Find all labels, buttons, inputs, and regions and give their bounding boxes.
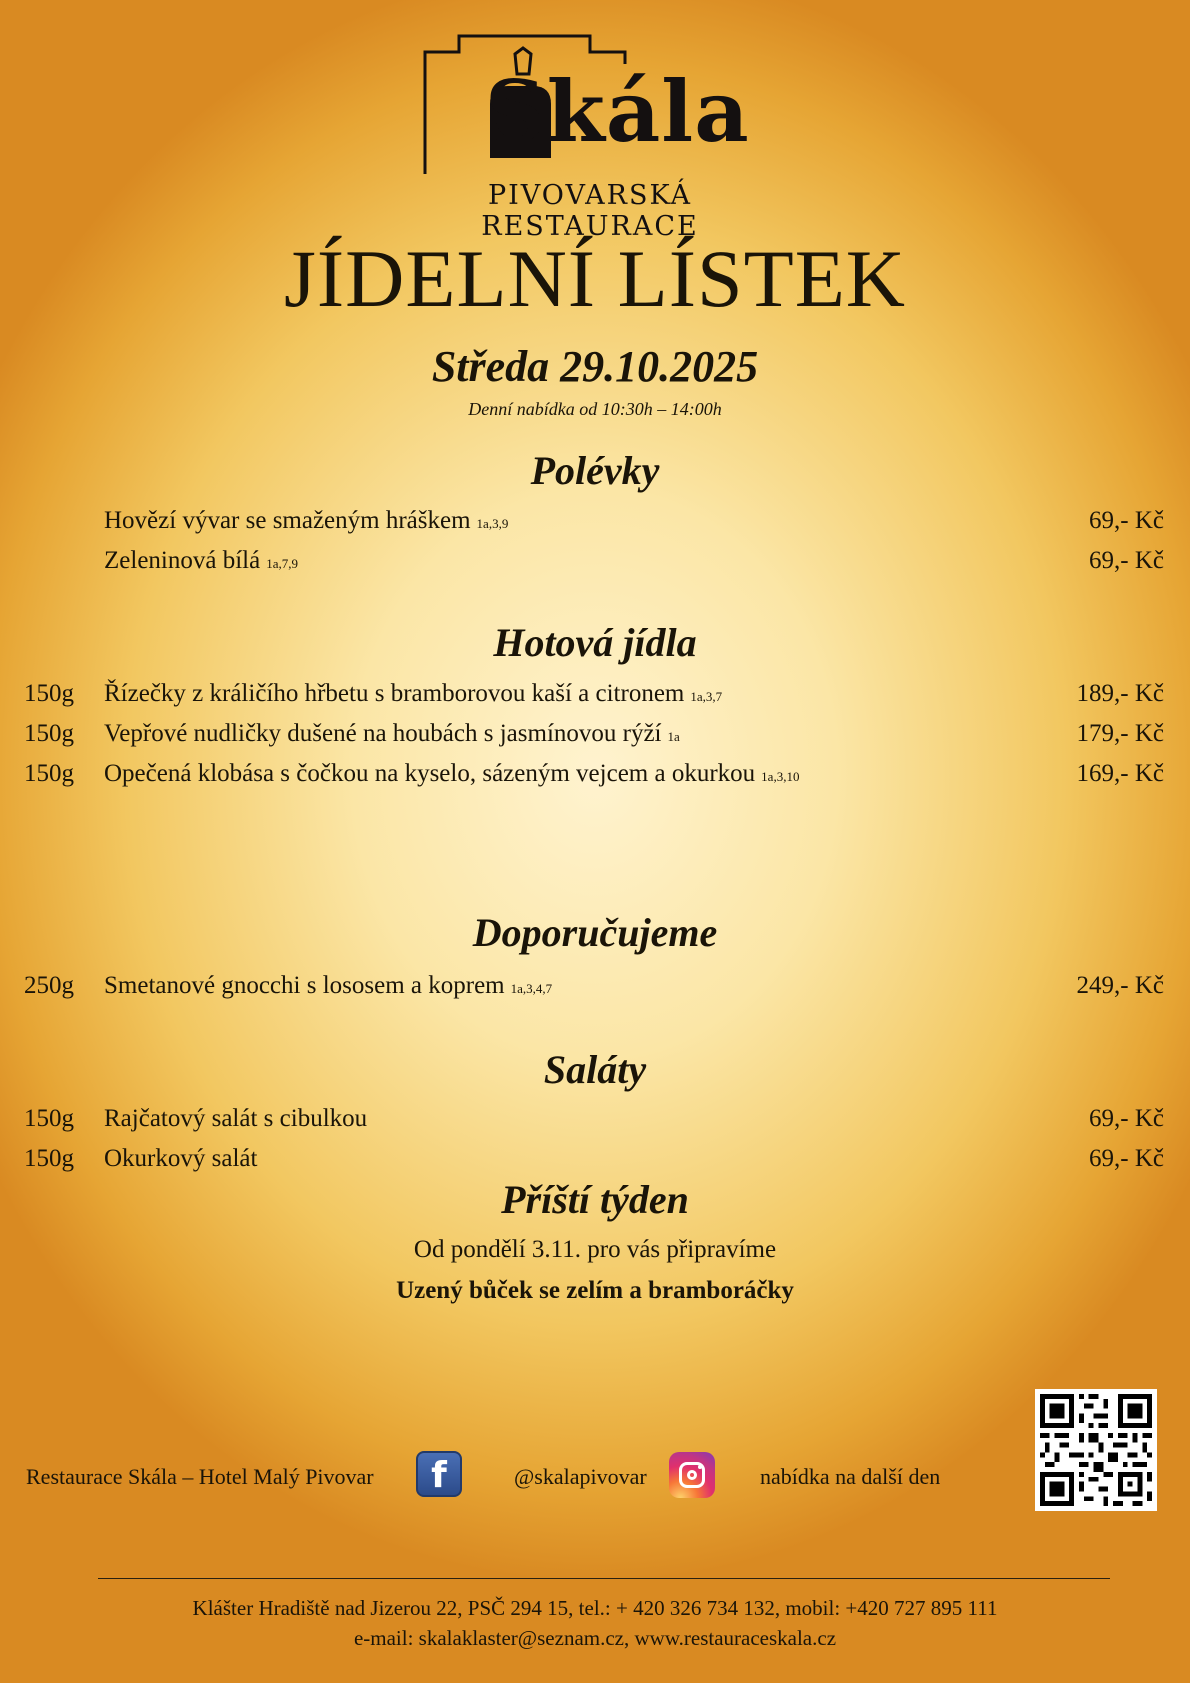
section-heading-salads: Saláty — [543, 1047, 647, 1092]
item-weight: 150g — [24, 680, 74, 707]
item-allergens: 1a,3,7 — [690, 689, 723, 704]
item-price: 189,- Kč — [1076, 680, 1164, 707]
item-price: 69,- Kč — [1089, 1145, 1164, 1172]
logo-wordmark: Skála — [485, 62, 750, 161]
item-name: Zeleninová bílá 1a,7,9 — [104, 547, 298, 574]
next-week-dish: Uzený bůček se zelím a bramboráčky — [396, 1277, 794, 1304]
facebook-page-name[interactable]: Restaurace Skála – Hotel Malý Pivovar — [26, 1464, 374, 1489]
menu-item — [0, 1101, 1190, 1137]
item-price: 179,- Kč — [1076, 720, 1164, 747]
menu-date: Středa 29.10.2025 — [431, 342, 759, 391]
item-weight: 150g — [24, 1145, 74, 1172]
instagram-icon[interactable] — [669, 1452, 715, 1498]
menu-item — [0, 503, 1190, 539]
menu-item — [0, 968, 1190, 1004]
section-heading-mains: Hotová jídla — [493, 620, 697, 665]
qr-caption: nabídka na další den — [760, 1464, 941, 1489]
item-weight: 150g — [24, 760, 74, 787]
item-weight: 150g — [24, 720, 74, 747]
footer-divider — [98, 1578, 1110, 1579]
next-week-intro: Od pondělí 3.11. pro vás připravíme — [413, 1236, 777, 1263]
item-name: Řízečky z králičího hřbetu s bramborovou kaší a citronem 1a,3,7 — [104, 680, 723, 707]
item-price: 69,- Kč — [1089, 547, 1164, 574]
instagram-handle[interactable]: @skalapivovar — [514, 1464, 647, 1489]
logo-subtitle: PIVOVARSKÁ RESTAURACE — [481, 180, 699, 242]
service-hours: Denní nabídka od 10:30h – 14:00h — [468, 399, 722, 419]
footer-contact[interactable]: e-mail: skalaklaster@seznam.cz, www.restauraceskala.cz — [353, 1626, 837, 1650]
menu-item — [0, 676, 1190, 712]
item-weight: 250g — [24, 972, 74, 999]
item-allergens: 1a — [667, 729, 680, 744]
item-price: 249,- Kč — [1076, 972, 1164, 999]
item-allergens: 1a,7,9 — [266, 556, 298, 571]
item-name: Okurkový salát — [104, 1145, 258, 1172]
section-heading-recommended: Doporučujeme — [472, 910, 718, 955]
item-allergens: 1a,3,4,7 — [510, 981, 553, 996]
item-allergens: 1a,3,9 — [476, 516, 509, 531]
section-heading-soups: Polévky — [530, 448, 660, 493]
item-price: 169,- Kč — [1076, 760, 1164, 787]
item-price: 69,- Kč — [1089, 507, 1164, 534]
item-name: Vepřové nudličky dušené na houbách s jasmínovou rýží 1a — [104, 720, 680, 747]
page-title: JÍDELNÍ LÍSTEK — [283, 233, 907, 324]
menu-item — [0, 1141, 1190, 1177]
menu-item — [0, 716, 1190, 752]
item-weight: 150g — [24, 1105, 74, 1132]
menu-item — [0, 543, 1190, 579]
qr-code-icon[interactable] — [1035, 1389, 1157, 1511]
item-name: Hovězí vývar se smaženým hráškem 1a,3,9 — [104, 507, 509, 534]
section-heading-next-week: Příští týden — [501, 1177, 689, 1222]
menu-item — [0, 756, 1190, 792]
footer-address: Klášter Hradiště nad Jizerou 22, PSČ 294 15, tel.: + 420 326 734 132, mobil: +420 727 895 111 — [192, 1596, 998, 1620]
item-price: 69,- Kč — [1089, 1105, 1164, 1132]
item-name: Rajčatový salát s cibulkou — [104, 1105, 368, 1132]
item-name: Opečená klobása s čočkou na kyselo, sázeným vejcem a okurkou 1a,3,10 — [104, 760, 800, 787]
facebook-icon[interactable]: f — [416, 1451, 462, 1497]
item-name: Smetanové gnocchi s lososem a koprem 1a,3,4,7 — [104, 972, 553, 999]
item-allergens: 1a,3,10 — [761, 769, 800, 784]
